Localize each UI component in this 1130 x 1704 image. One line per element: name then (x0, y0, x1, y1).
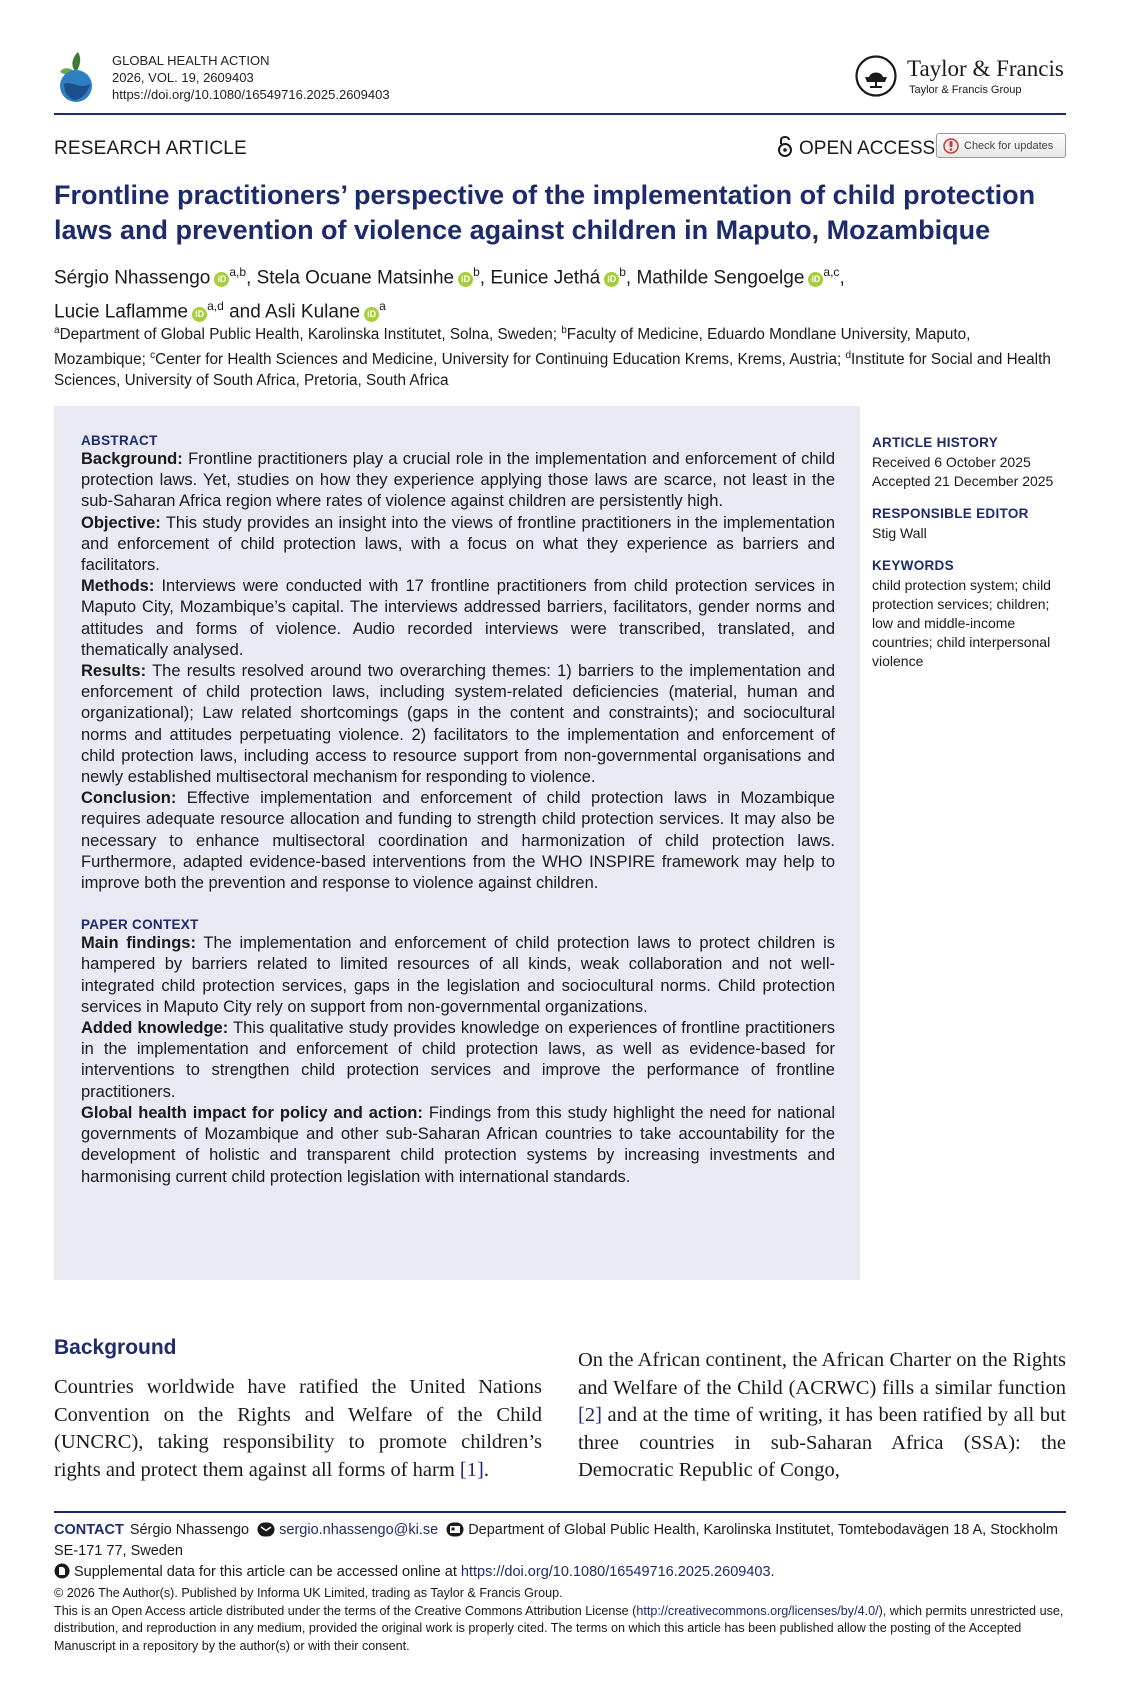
author-name: Lucie Laflamme (54, 301, 189, 323)
body-text: Countries worldwide have ratified the United Nations Convention on the Rights and Welfare of the Child (UNCRC), taking responsibility to promote children’s rights and protect them against all forms of harm (54, 1376, 542, 1481)
supplemental-text: Supplemental data for this article can be accessed online at (74, 1564, 461, 1580)
context-label: Global health impact for policy and action: (81, 1103, 423, 1122)
affil-text: Department of Global Public Health, Karolinska Institutet, Solna, Sweden; (59, 326, 562, 344)
check-for-updates-button[interactable] (936, 133, 1066, 158)
check-updates-icon (943, 138, 959, 154)
context-text: Findings from this study highlight the need for national governments of Mozambique and other sub-Saharan African countries to take accountability for the development of holistic and transparent child protection systems by increasing investments and harmonising current child protection legislation with international standards. (81, 1103, 835, 1186)
publisher-logo-icon (855, 55, 897, 97)
context-text: This qualitative study provides knowledge on experiences of frontline practitioners in the implementation and enforcement of child protection laws, as well as evidence-based for interventions to strengthen child protection services and improve the performance of frontline practitioners. (81, 1019, 835, 1101)
body-text: and at the time of writing, it has been ratified by all but three countries in sub-Saharan Africa (SSA): the Democratic Republic of Congo, (578, 1404, 1066, 1481)
affil-marker: a (54, 325, 60, 336)
affil-marker: c (150, 350, 156, 362)
affil-text: Institute for Social and Health Sciences, University of South Africa, Pretoria, South Africa (54, 351, 1051, 390)
context-added-knowledge (81, 1018, 835, 1103)
citation-link[interactable]: [1] (459, 1458, 484, 1481)
author-name: Asli Kulane (265, 301, 361, 323)
open-access-label: OPEN ACCESS (799, 138, 936, 159)
body-column-left (54, 1374, 542, 1484)
publisher-name: Taylor & Francis (907, 56, 1064, 81)
journal-info (112, 52, 390, 103)
abstract-text: This study provides an insight into the views of frontline practitioners in the implementation and enforcement of child protection laws, with a focus on what they experience as barriers and facilitators. (81, 513, 835, 575)
keywords (872, 557, 1072, 671)
contact-address: Department of Global Public Health, Karolinska Institutet, Tomtebodavägen 18 A, Stockholm SE-171 77, Sweden (54, 1522, 1058, 1559)
footer-rule (54, 1511, 1066, 1513)
author-affil: a,c (823, 265, 840, 279)
license-part: ), which permits unrestricted use, distribution, and reproduction in any medium, provided the original work is properly cited. The terms on which this article has been published allow the posting of the Accepted Manuscript in a repository by the author(s) or with their consent. (54, 1603, 1064, 1653)
journal-volume: 2026, VOL. 19, 2609403 (112, 70, 254, 85)
body-column-right (578, 1347, 1066, 1485)
abstract-background (81, 449, 835, 513)
open-access-lock-icon (777, 134, 793, 158)
abstract-label: Results: (81, 662, 147, 681)
article-type: RESEARCH ARTICLE (54, 138, 247, 159)
author-name: Stela Ocuane Matsinhe (256, 267, 455, 289)
article-history (872, 434, 1072, 491)
address-icon (446, 1522, 464, 1537)
abstract-label: Background: (81, 450, 183, 468)
supplemental-link[interactable]: https://doi.org/10.1080/16549716.2025.2609403 (460, 1564, 771, 1580)
abstract-text: Effective implementation and enforcement of child protection laws in Mozambique requires adequate resource allocation and funding to strength child protection services. It may also be necessary to enhance multisectoral coordination and harmonization of child protection laws. Furthermore, adapted evidence-based interventions from the WHO INSPIRE framework may help to improve both the prevention and response to violence against children. (81, 789, 835, 893)
section-heading-background: Background (54, 1336, 177, 1359)
accepted-date: Accepted 21 December 2025 (872, 473, 1054, 489)
author-separator: , (839, 267, 845, 289)
received-date: Received 6 October 2025 (872, 454, 1031, 470)
check-for-updates-label: Check for updates (964, 139, 1054, 152)
author-affil: b (619, 265, 626, 279)
orcid-icon[interactable]: iD (458, 272, 473, 287)
abstract-label: Objective: (81, 513, 161, 532)
history-heading: ARTICLE HISTORY (872, 435, 999, 450)
orcid-icon[interactable]: iD (364, 307, 379, 322)
author-separator: , (479, 267, 491, 289)
supplemental-data-icon (54, 1563, 70, 1579)
author-affil: a,b (229, 265, 247, 279)
article-title: Frontline practitioners’ perspective of the implementation of child protection laws and prevention of violence against children in Maputo, Mozambique (54, 180, 1036, 245)
journal-doi[interactable]: https://doi.org/10.1080/16549716.2025.2609403 (112, 87, 390, 102)
abstract-label: Methods: (81, 577, 155, 596)
abstract-methods (81, 576, 835, 661)
publisher-group: Taylor & Francis Group (909, 84, 1022, 96)
abstract-objective (81, 513, 835, 577)
orcid-icon[interactable]: iD (214, 272, 229, 287)
abstract-label: Conclusion: (81, 789, 177, 808)
editor-name: Stig Wall (872, 525, 927, 541)
abstract-text: Frontline practitioners play a crucial role in the implementation and enforcement of child protection laws. Yet, studies on how they experience applying those laws are scarce, not least in the sub-Saharan Africa region where rates of violence against children are persistently high. (81, 450, 836, 511)
abstract-conclusion (81, 788, 835, 894)
author-affil: a (379, 299, 386, 314)
license-footer (54, 1585, 1066, 1655)
editor-heading: RESPONSIBLE EDITOR (872, 506, 1029, 521)
abstract-text: Interviews were conducted with 17 frontline practitioners from child protection services in Maputo City, Mozambique’s capital. The interviews addressed barriers, facilitators, gender norms and attitudes and forms of violence. Audio recorded interviews were transcribed, translated, and thematically analysed. (81, 577, 835, 659)
author-separator: and (223, 301, 266, 323)
orcid-icon[interactable]: iD (604, 272, 619, 287)
body-text: . (483, 1458, 489, 1481)
author-separator: , (246, 267, 257, 289)
author-name: Sérgio Nhassengo (54, 267, 211, 289)
author-affil: a,d (207, 299, 224, 314)
affil-marker: b (561, 325, 567, 336)
contact-name: Sérgio Nhassengo (129, 1522, 250, 1538)
abstract-text: The results resolved around two overarching themes: 1) barriers to the implementation and enforcement of child protection laws, including system-related deficiencies (material, human and organizational); Law related shortcomings (gaps in the content and constraints); and sociocultural norms and attitudes perpetuating violence. 2) facilitators to the implementation and enforcement of child protection laws, including access to resource support from non-governmental organisations and newly established multisectoral mechanism for responding to violence. (81, 662, 835, 787)
journal-logo-icon (54, 50, 102, 104)
citation-link[interactable]: [2] (578, 1404, 602, 1426)
contact-label: CONTACT (54, 1522, 124, 1538)
context-main-findings (81, 933, 835, 1018)
affiliations (54, 320, 1066, 391)
context-impact (81, 1103, 835, 1188)
author-separator: , (625, 267, 637, 289)
keywords-heading: KEYWORDS (872, 558, 954, 573)
affil-text: Faculty of Medicine, Eduardo Mondlane University, Maputo, Mozambique; (54, 326, 971, 369)
paper-context-heading: PAPER CONTEXT (81, 917, 199, 933)
supplemental-end: . (770, 1564, 775, 1580)
license-part: This is an Open Access article distributed under the terms of the Creative Commons Attribution License ( (54, 1603, 637, 1618)
orcid-icon[interactable]: iD (192, 307, 207, 322)
keywords-text: child protection system; child protection services; children; low and middle-income countries; child interpersonal violence (872, 577, 1051, 669)
article-sidebar (872, 434, 1072, 685)
affil-text: Center for Health Sciences and Medicine, University for Continuing Education Krems, Krems, Austria; (155, 351, 846, 369)
author-list (54, 258, 1066, 327)
contact-block (54, 1520, 1066, 1583)
context-label: Added knowledge: (81, 1019, 229, 1038)
spacer (81, 894, 835, 916)
orcid-icon[interactable]: iD (808, 272, 823, 287)
abstract-results (81, 661, 835, 788)
header-rule (54, 113, 1066, 115)
author-name: Eunice Jethá (490, 267, 601, 289)
copyright-line: © 2026 The Author(s). Published by Informa UK Limited, trading as Taylor & Francis Group. (54, 1586, 563, 1600)
abstract-heading: ABSTRACT (81, 433, 158, 448)
journal-name: GLOBAL HEALTH ACTION (112, 53, 270, 68)
contact-email-link[interactable]: sergio.nhassengo@ki.se (279, 1522, 439, 1538)
abstract-content (81, 432, 835, 1188)
license-link[interactable]: http://creativecommons.org/licenses/by/4.0/ (636, 1603, 879, 1618)
responsible-editor (872, 505, 1072, 543)
body-text: On the African continent, the African Charter on the Rights and Welfare of the Child (ACRWC) fills a similar function (578, 1349, 1066, 1399)
author-name: Mathilde Sengoelge (636, 267, 805, 289)
author-affil: b (473, 265, 480, 279)
context-label: Main findings: (81, 934, 196, 953)
affil-marker: d (845, 350, 852, 362)
license-text (54, 1603, 1066, 1656)
email-icon (257, 1522, 275, 1537)
context-text: The implementation and enforcement of child protection laws to protect children is hampered by barriers related to limited resources of all kinds, weak collaboration and not well-integrated child protection services, gaps in the legislation and sociocultural norms. Child protection services in Maputo City rely on support from non-governmental organizations. (81, 934, 836, 1016)
